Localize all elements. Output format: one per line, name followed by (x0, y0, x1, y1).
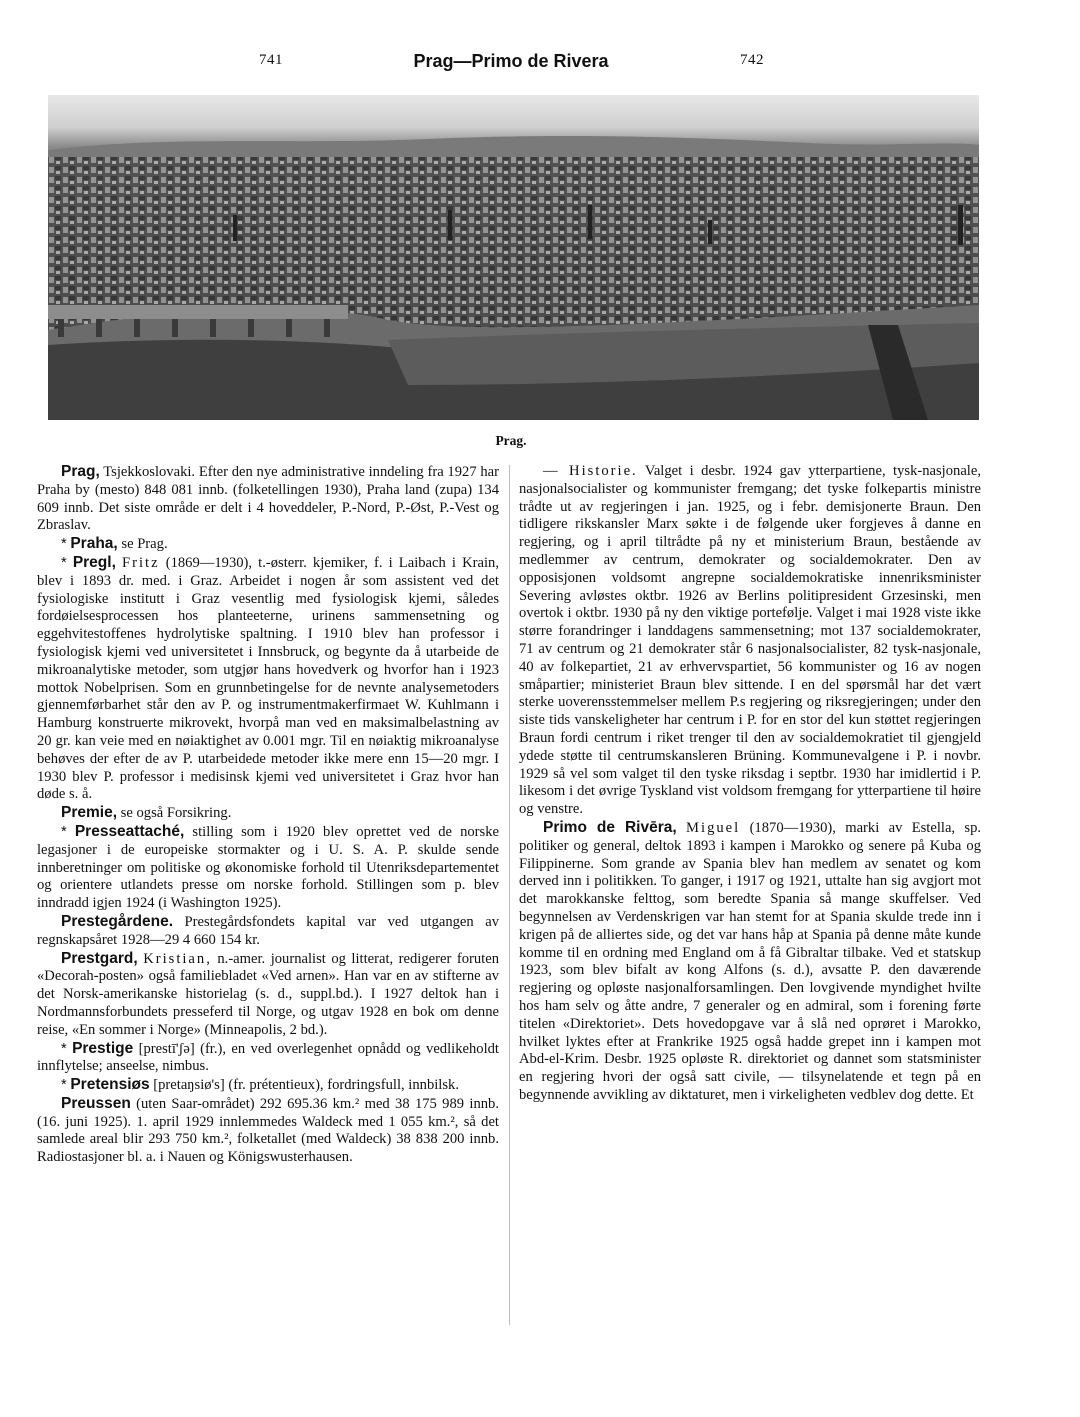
entry-marker: * (61, 554, 67, 571)
entry-body: Prestegårdsfondets kapital var ved utgangen av regnskapsåret 1928—29 4 660 154 kr. (37, 913, 499, 948)
entry (37, 1076, 499, 1095)
entry-body: (uten Saar-området) 292 695.36 km.² med 38 175 989 innb. (16. juni 1925). 1. april 1929 innlemmedes Waldeck med 1 055 km.², så det samlede areal blir 293 750 km.², folketallet (med Waldeck) 38 838 200 innb. Radiostasjoner bl. a. i Nauen og Königswusterhausen. (37, 1095, 499, 1166)
entry (37, 535, 499, 554)
entry-body: se også Forsikring. (120, 805, 232, 822)
prague-cityscape-photo (48, 95, 979, 420)
entry-body: [prestī'ʃə] (fr.), en ved overlegenhet opnådd og vedlikeholdt innflytelse; anseelse, nimbus. (37, 1040, 499, 1075)
figure-caption: Prag. (495, 433, 527, 448)
entry-marker: * (61, 1077, 67, 1094)
entry-body: [pretaŋsiø's] (fr. prétentieux), fordringsfull, innbilsk. (153, 1077, 459, 1094)
entry (37, 804, 499, 823)
right-column (519, 463, 981, 1105)
entry-marker: * (61, 1040, 67, 1057)
page-number-right: 742 (740, 52, 764, 68)
left-column (37, 463, 499, 1167)
entry-headword: Praha, (70, 535, 118, 553)
entry-headword: Presseattaché, (74, 822, 185, 840)
entry (37, 913, 499, 950)
entry-headword: Pretensiøs (70, 1076, 150, 1094)
entry-name: Kristian, (143, 950, 212, 967)
entry (37, 554, 499, 804)
entry-body: Tsjekkoslovaki. Efter den nye administrative inndeling fra 1927 har Praha by (mesto) 848 081 innb. (folketellingen 1930), Praha land (zupa) 134 609 innb. Det siste område er delt i 4 hoveddeler, P.-Nord, P.-Øst, P.-Vest og Zbraslav. (37, 464, 499, 534)
entry-body: (1869—1930), t.-østerr. kjemiker, f. i Laibach i Krain, blev i 1893 dr. med. i Graz. Arbeidet i nogen år som assistent ved det fysiologiske institutt i Graz vesentlig med fysiologisk kjemi, således fordøielsesprocessen hos planteeterne, urinens sammensetning og eggehvitestoffenes hydrolytiske spaltning. I 1910 blev han professor i fysiologisk kjemi ved universitetet i Innsbruck, og begynte da å utarbeide de mikroanalytiske metoder, som utgjør hans hovedverk og hvorfor han i 1923 mottok Nobelprisen. Som en grunnbetingelse for de nevnte analysemetoders gjennemførbarhet står den av P. og instrumentmakerfirmaet W. Kuhlmann i Hamburg konstruerte mikrovekt, hvorpå man ved en maksimalbelastning av 20 gr. kan veie med en nøiaktighet av 0.001 mgr. Til en nøiaktig mikroanalyse behøves der efter de av P. utarbeidede metoder ikke mere enn 15—20 mgr. I 1930 blev P. professor i medisinsk kjemi ved universitetet i Graz hvor han døde s. å. (37, 554, 499, 803)
entry-headword: Prestige (72, 1039, 134, 1057)
running-header-title: Prag—Primo de Rivera (413, 51, 609, 71)
entry-headword: Prestegårdene. (61, 912, 173, 930)
entry-headword: Preussen (61, 1094, 131, 1112)
entry-body: stilling som i 1920 blev oprettet ved de norske legasjoner i de europeiske stormakter og i U. S. A. P. skulde sende innberetninger om politiske og økonomiske forhold til Utenriksdepartementet og orientere utlandets presse om norske forhold. Stillingen som p. blev inndradd igjen 1924 (i Washington 1925). (37, 823, 499, 912)
entry-headword: Primo de Rivēra, (543, 818, 677, 836)
entry-name: Fritz (122, 554, 160, 571)
entry (37, 950, 499, 1040)
column-divider (509, 465, 510, 1325)
entry (519, 819, 981, 1105)
entry-body: se Prag. (121, 536, 168, 553)
entry-body: Valget i desbr. 1924 gav ytterpartiene, tysk-nasjonale, nasjonalsocialister og kommunister fremgang; det tyske folkepartis ministre trådte ut av regjeringen i jan. 1925, og i febr. demisjonerte Braun. Den tidligere rikskansler Marx søkte i de følgende uker forgjeves å danne en regjering, og i april tiltrådte på ny et ministerium Braun, bestående av medlemmer av centrum, demokrater og socialdemokrater. Den av opposisjonen voldsomt angrepne socialdemokratiske innenriksminister Severing avløstes oktbr. 1926 av Berlins politipresident Grzesinski, men overtok i oktbr. 1930 på ny den viktige portefølje. Valget i mai 1928 viste ikke større forandringer i landdagens sammensetning; mot 137 socialdemokrater, 71 av centrum og 21 demokrater står 6 nasjonalsocialister, 82 tysk-nasjonale, 40 av folkepartiet, 21 av erhvervspartiet, 56 kommunister og 16 av nogen småpartier; ministeriet Braun blev sittende. I en del spørsmål har det vært sterke uoverensstemmelser mellem P.s regjering og riksregjeringen; under den siste tids vanskeligheter har centrum i P. for en stor del kun støttet regjeringen Braun fordi centrum i riket trenger til den av socialdemokratiet til gjengjeld ydede støtte til centrumskansleren Brüning. Kommunevalgene i P. i novbr. 1929 så vel som valget til den tyske riksdag i septbr. 1930 har imidlertid i P. likesom i det øvrige Tyskland vist voldsom fremgang for ytterpartiene til høire og venstre. (519, 463, 981, 818)
entry-name: Miguel (686, 819, 741, 836)
entry (37, 823, 499, 913)
entry (37, 1040, 499, 1077)
entry-headword: Prag, (61, 463, 100, 480)
entry-headword: Pregl, (72, 553, 116, 571)
entry-headword: Premie, (61, 804, 118, 822)
entry-marker: * (61, 823, 67, 840)
entry-body: n.-amer. journalist og litterat, redigerer foruten «Decorah-posten» også familiebladet «Ved arnen». Han var en av stifterne av det Norsk-amerikanske historielag (s. d., suppl.bd.). I 1927 deltok han i Nordmannsforbundets presseferd til Norge, og utgav 1928 en bok om denne reise, «En sommer i Norge» (Minneapolis, 2 bd.). (37, 950, 499, 1038)
entry (37, 463, 499, 535)
entry-marker: * (61, 536, 67, 553)
entry (519, 463, 981, 819)
entry (37, 1095, 499, 1167)
entry-headword: Prestgard, (61, 949, 138, 967)
page-number-left: 741 (259, 52, 283, 68)
entry-name: — Historie. (543, 463, 638, 479)
entry-body: (1870—1930), marki av Estella, sp. politiker og general, deltok 1893 i kampen i Marokko og senere på Kuba og Filippinerne. Som grande av Spania blev han medlem av senatet og kom derved inn i politikken. To ganger, i 1917 og 1921, uttalte han sig avgjort mot det marokkanske felttog, som beredte Spania så mange skuffelser. Ved begynnelsen av Verdenskrigen var han stemt for at Spania skulde trede inn i krigen på de alliertes side, og det var hans håp at Spania på denne måte kunde komme til en ordning med England om å få Gibraltar tilbake. Ved et statskup 1923, som blev bifalt av kong Alfons (s. d.), avsatte P. den daværende regjering og opløste nasjonalforsamlingen. Den lovgivende myndighet hvilte hos ham selv og åtte andre, 7 generaler og en admiral, som i forening førte titelen «Direktoriet». Dets hovedopgave var å slå ned oprøret i Marokko, hvilket lyktes efter at Frankrike 1925 også hadde grepet inn i kampen mot Abd-el-Krim. Desbr. 1925 opløste R. direktoriet og dannet som statsminister en regjering hvori der også satt civile, — tilsynelatende et tegn på en begynnende avvikling av diktaturet, men i virkeligheten vedblev dog dette. Et (519, 819, 982, 1103)
